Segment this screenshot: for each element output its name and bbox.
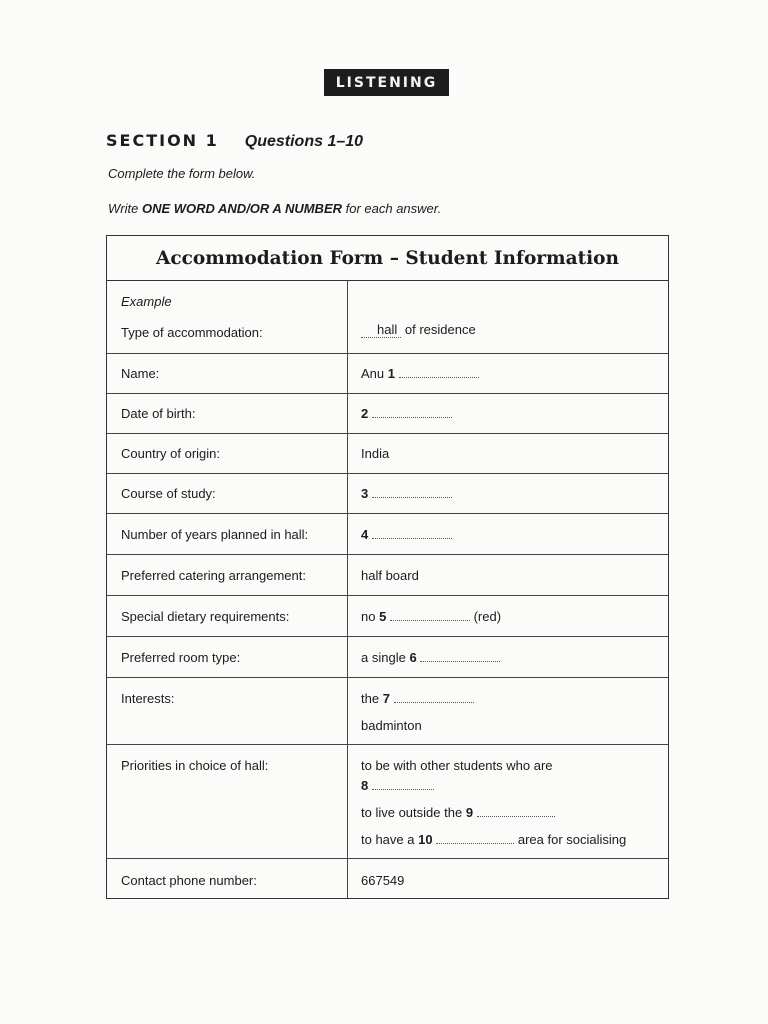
listening-badge: LISTENING <box>324 69 449 96</box>
answer-blank-4[interactable] <box>372 528 452 539</box>
form-row-priorities: Priorities in choice of hall: to be with other students who are 8 to live outside the 9 to have a 10 area for socialising <box>107 744 668 859</box>
section-label: SECTION 1 <box>106 131 219 150</box>
answer-blank-1[interactable] <box>399 367 479 378</box>
section-heading <box>106 131 363 151</box>
answer-blank-2[interactable] <box>372 407 452 418</box>
answer-blank-7[interactable] <box>394 692 474 703</box>
answer-blank-10[interactable] <box>436 833 514 844</box>
form-row-room: Preferred room type: a single 6 <box>107 636 668 678</box>
answer-blank-3[interactable] <box>372 487 452 498</box>
example-heading: Example <box>121 294 172 309</box>
form-row-dietary: Special dietary requirements: no 5 (red) <box>107 595 668 637</box>
form-row-dob: Date of birth: 2 <box>107 393 668 434</box>
accommodation-form <box>106 235 669 899</box>
form-row-course: Course of study: 3 <box>107 473 668 514</box>
form-row-years: Number of years planned in hall: 4 <box>107 513 668 555</box>
answer-blank-6[interactable] <box>420 651 500 662</box>
form-row-interests: Interests: the 7 badminton <box>107 677 668 745</box>
answer-blank-9[interactable] <box>477 806 555 817</box>
form-row-catering: Preferred catering arrangement: half board <box>107 554 668 596</box>
example-answer: hall of residence <box>361 322 476 338</box>
instruction-complete: Complete the form below. <box>108 166 256 181</box>
form-title: Accommodation Form – Student Information <box>107 236 668 281</box>
form-row-country: Country of origin: India <box>107 433 668 474</box>
example-row <box>107 280 668 354</box>
answer-blank-5[interactable] <box>390 610 470 621</box>
questions-range: Questions 1–10 <box>244 133 364 150</box>
instruction-write: Write ONE WORD AND/OR A NUMBER for each answer. <box>108 201 442 216</box>
answer-blank-8[interactable] <box>372 779 434 790</box>
form-row-name: Name: Anu 1 <box>107 353 668 394</box>
form-row-contact: Contact phone number: 667549 <box>121 873 405 888</box>
example-label: Type of accommodation: <box>121 325 263 340</box>
